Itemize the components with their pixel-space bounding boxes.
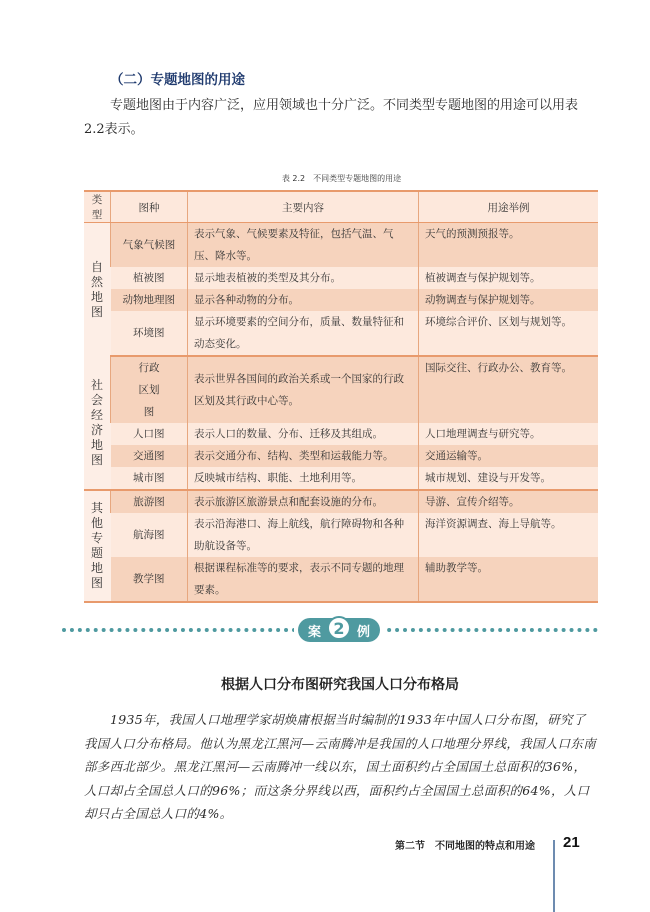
map-use: 环境综合评价、区划与规划等。 bbox=[419, 311, 599, 356]
map-name: 交通图 bbox=[111, 445, 188, 467]
table-row bbox=[84, 490, 598, 513]
table-row bbox=[84, 289, 598, 311]
header-type: 类型 bbox=[84, 191, 111, 223]
map-content: 显示地表植被的类型及其分布。 bbox=[188, 267, 419, 289]
thematic-map-table bbox=[84, 190, 598, 603]
table-header-row bbox=[84, 191, 598, 223]
table-row bbox=[84, 445, 598, 467]
type-label: 其他专题地图 bbox=[90, 501, 103, 590]
map-use: 导游、宣传介绍等。 bbox=[419, 490, 599, 513]
map-use: 城市规划、建设与开发等。 bbox=[419, 467, 599, 490]
map-name: 行政区划图 bbox=[111, 356, 188, 423]
type-cell bbox=[84, 490, 111, 602]
footer-section-label: 第二节 不同地图的特点和用途 bbox=[395, 841, 535, 852]
type-cell bbox=[84, 356, 111, 490]
map-use: 植被调查与保护规划等。 bbox=[419, 267, 599, 289]
badge-right-char: 例 bbox=[356, 624, 370, 640]
map-content: 表示沿海港口、海上航线，航行障碍物和各种助航设备等。 bbox=[188, 513, 419, 557]
map-use: 动物调查与保护规划等。 bbox=[419, 289, 599, 311]
header-name: 图种 bbox=[111, 191, 188, 223]
table-row bbox=[84, 423, 598, 445]
map-use: 交通运输等。 bbox=[419, 445, 599, 467]
map-use: 国际交往、行政办公、教育等。 bbox=[419, 356, 599, 423]
map-content: 表示世界各国间的政治关系或一个国家的行政区划及其行政中心等。 bbox=[188, 356, 419, 423]
map-name: 城市图 bbox=[111, 467, 188, 490]
map-content: 显示各种动物的分布。 bbox=[188, 289, 419, 311]
map-content: 表示交通分布、结构、类型和运载能力等。 bbox=[188, 445, 419, 467]
type-cell bbox=[84, 223, 111, 357]
map-name: 人口图 bbox=[111, 423, 188, 445]
type-label: 社会经济地图 bbox=[90, 377, 103, 467]
map-content: 表示气象、气候要素及特征，包括气温、气压、降水等。 bbox=[188, 223, 419, 268]
table-row bbox=[84, 223, 598, 268]
map-use: 辅助教学等。 bbox=[419, 557, 599, 602]
map-use: 天气的预测预报等。 bbox=[419, 223, 599, 268]
case-title: 根据人口分布图研究我国人口分布格局 bbox=[221, 677, 459, 693]
table-row bbox=[84, 356, 598, 423]
map-content: 反映城市结构、职能、土地利用等。 bbox=[188, 467, 419, 490]
map-name: 旅游图 bbox=[111, 490, 188, 513]
map-name: 教学图 bbox=[111, 557, 188, 602]
map-name: 动物地理图 bbox=[111, 289, 188, 311]
table-row bbox=[84, 557, 598, 602]
map-content: 根据课程标准等的要求，表示不同专题的地理要素。 bbox=[188, 557, 419, 602]
badge-left-char: 案 bbox=[308, 624, 322, 640]
map-name: 航海图 bbox=[111, 513, 188, 557]
table-caption: 表 2.2 不同类型专题地图的用途 bbox=[281, 174, 402, 183]
footer-divider bbox=[553, 840, 555, 912]
map-name: 环境图 bbox=[111, 311, 188, 356]
map-content: 显示环境要素的空间分布，质量、数量特征和动态变化。 bbox=[188, 311, 419, 356]
page-number: 21 bbox=[563, 834, 580, 851]
map-name: 植被图 bbox=[111, 267, 188, 289]
table-row bbox=[84, 311, 598, 356]
table-row bbox=[84, 467, 598, 490]
table-row bbox=[84, 267, 598, 289]
case-badge bbox=[294, 616, 384, 644]
type-label: 自然地图 bbox=[90, 259, 103, 319]
map-use: 人口地理调查与研究等。 bbox=[419, 423, 599, 445]
header-use: 用途举例 bbox=[419, 191, 599, 223]
map-content: 表示旅游区旅游景点和配套设施的分布。 bbox=[188, 490, 419, 513]
map-content: 表示人口的数量、分布、迁移及其组成。 bbox=[188, 423, 419, 445]
table-row bbox=[84, 513, 598, 557]
badge-number: 2 bbox=[327, 616, 351, 640]
intro-paragraph: 专题地图由于内容广泛，应用领域也十分广泛。不同类型专题地图的用途可以用表2.2表示。 bbox=[84, 98, 579, 137]
section-heading: （二）专题地图的用途 bbox=[110, 72, 245, 88]
case-paragraph: 1935年，我国人口地理学家胡焕庸根据当时编制的1933年中国人口分布图，研究了我国人口分布格局。他认为黑龙江黑河—云南腾冲是我国的人口地理分界线，我国人口东南部多西北部少。黑龙江黑河—云南腾冲一线以东，国土面积约占全国国土总面积的36%，人口却占全国总人口的96%；而这条分界线以西，面积约占全国国土总面积的64%，人口却只占全国总人口的4%。 bbox=[84, 712, 597, 821]
header-content: 主要内容 bbox=[188, 191, 419, 223]
map-name: 气象气候图 bbox=[111, 223, 188, 268]
map-use: 海洋资源调查、海上导航等。 bbox=[419, 513, 599, 557]
